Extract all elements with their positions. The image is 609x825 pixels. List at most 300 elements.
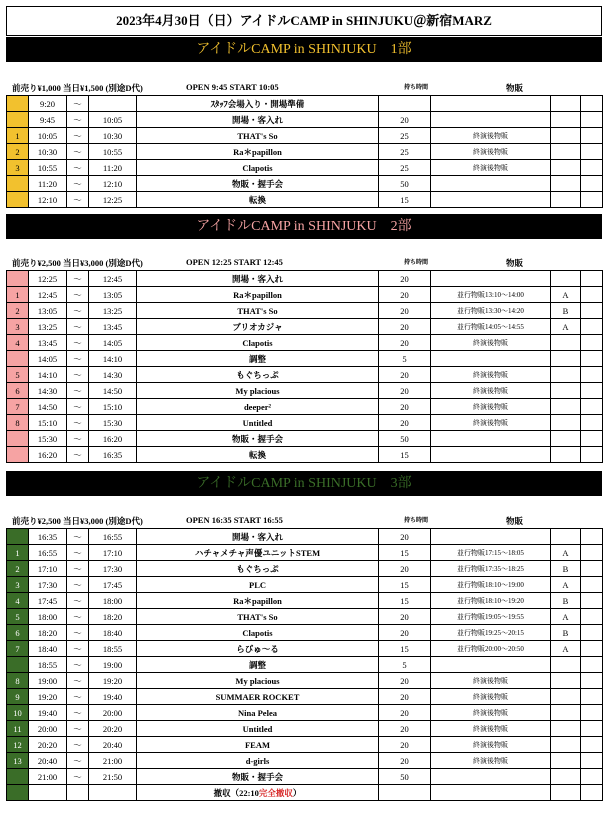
- start-time: 16:55: [29, 545, 67, 561]
- schedule-row: [7, 529, 603, 545]
- spare-cell: [581, 673, 603, 689]
- time-separator: ～: [67, 657, 89, 673]
- part-3-schedule-table: [6, 528, 603, 801]
- duration-minutes: 20: [379, 399, 431, 415]
- start-time: 10:05: [29, 128, 67, 144]
- slot-number: [7, 112, 29, 128]
- end-time: 19:40: [89, 689, 137, 705]
- performer-name: SUMMAER ROCKET: [137, 689, 379, 705]
- duration-minutes: 15: [379, 545, 431, 561]
- performer-name: 調整: [137, 657, 379, 673]
- slot-number: 2: [7, 561, 29, 577]
- performer-name: deeper²: [137, 399, 379, 415]
- part-1-banner: アイドルCAMP in SHINJUKU 1部: [6, 37, 602, 62]
- performer-name: Untitled: [137, 415, 379, 431]
- start-time: 19:20: [29, 689, 67, 705]
- schedule-row: [7, 705, 603, 721]
- empty-cell: [29, 785, 67, 801]
- slot-number: [7, 431, 29, 447]
- slot-number: [7, 529, 29, 545]
- schedule-row: [7, 673, 603, 689]
- empty-cell: [379, 785, 431, 801]
- duration-minutes: 15: [379, 447, 431, 463]
- time-separator: ～: [67, 367, 89, 383]
- slot-number: 10: [7, 705, 29, 721]
- merch-booth-mark: [551, 705, 581, 721]
- merch-info: 終演後物販: [431, 128, 551, 144]
- time-separator: ～: [67, 319, 89, 335]
- merch-info: [431, 529, 551, 545]
- merch-booth-mark: [551, 415, 581, 431]
- page-title: 2023年4月30日（日）アイドルCAMP in SHINJUKU＠新宿MARZ: [6, 6, 602, 36]
- time-separator: ～: [67, 160, 89, 176]
- start-time: 15:30: [29, 431, 67, 447]
- performer-name: ブリオカジャ: [137, 319, 379, 335]
- slot-number: 2: [7, 144, 29, 160]
- duration-minutes: 20: [379, 319, 431, 335]
- start-time: 19:00: [29, 673, 67, 689]
- spare-cell: [581, 529, 603, 545]
- slot-number: 8: [7, 673, 29, 689]
- slot-number: 4: [7, 593, 29, 609]
- spare-cell: [581, 625, 603, 641]
- time-separator: ～: [67, 673, 89, 689]
- merch-info: 終演後物販: [431, 367, 551, 383]
- part-2-price-bar: [6, 255, 602, 270]
- merch-booth-mark: [551, 335, 581, 351]
- schedule-row: [7, 303, 603, 319]
- start-time: 12:25: [29, 271, 67, 287]
- schedule-row: [7, 96, 603, 112]
- schedule-row: [7, 737, 603, 753]
- duration-minutes: 20: [379, 271, 431, 287]
- part-3-price-bar: [6, 513, 602, 528]
- merch-booth-mark: A: [551, 577, 581, 593]
- end-time: 18:40: [89, 625, 137, 641]
- merch-info: [431, 112, 551, 128]
- spare-cell: [581, 96, 603, 112]
- start-time: 9:45: [29, 112, 67, 128]
- start-time: 10:30: [29, 144, 67, 160]
- part-2-price: 前売り¥2,500 当日¥3,000 (別途D代): [12, 258, 143, 268]
- slot-number: [7, 657, 29, 673]
- duration-minutes: 50: [379, 769, 431, 785]
- time-separator: ～: [67, 287, 89, 303]
- end-time: 16:35: [89, 447, 137, 463]
- performer-name: 開場・客入れ: [137, 271, 379, 287]
- time-separator: ～: [67, 689, 89, 705]
- end-time: 14:05: [89, 335, 137, 351]
- time-separator: ～: [67, 529, 89, 545]
- spare-cell: [581, 721, 603, 737]
- duration-minutes: 20: [379, 287, 431, 303]
- performer-name: Ra＊papillon: [137, 593, 379, 609]
- end-time: 18:55: [89, 641, 137, 657]
- performer-name: Ra＊papillon: [137, 287, 379, 303]
- time-separator: ～: [67, 192, 89, 208]
- part-3-open-start: OPEN 16:35 START 16:55: [186, 515, 283, 525]
- time-separator: ～: [67, 705, 89, 721]
- duration-minutes: 20: [379, 737, 431, 753]
- performer-name: 調整: [137, 351, 379, 367]
- slot-number: [7, 447, 29, 463]
- end-time: 13:45: [89, 319, 137, 335]
- slot-number: 12: [7, 737, 29, 753]
- slot-number: 3: [7, 160, 29, 176]
- part-2-banner: アイドルCAMP in SHINJUKU 2部: [6, 214, 602, 239]
- merch-info: 並行物販20:00～20:50: [431, 641, 551, 657]
- schedule-row: [7, 593, 603, 609]
- end-time: 20:00: [89, 705, 137, 721]
- merch-booth-mark: [551, 769, 581, 785]
- duration-minutes: 50: [379, 176, 431, 192]
- time-separator: ～: [67, 609, 89, 625]
- duration-minutes: 15: [379, 641, 431, 657]
- end-time: 14:10: [89, 351, 137, 367]
- schedule-row: [7, 721, 603, 737]
- schedule-row: [7, 128, 603, 144]
- spare-cell: [581, 415, 603, 431]
- part-2-merch-header: 物販: [506, 258, 524, 268]
- merch-info: 並行物販17:15～18:05: [431, 545, 551, 561]
- start-time: 10:55: [29, 160, 67, 176]
- start-time: 18:20: [29, 625, 67, 641]
- closing-row: [7, 785, 603, 801]
- merch-info: 並行物販17:35～18:25: [431, 561, 551, 577]
- performer-name: 転換: [137, 192, 379, 208]
- merch-booth-mark: [551, 737, 581, 753]
- merch-info: 終演後物販: [431, 753, 551, 769]
- duration-minutes: [379, 96, 431, 112]
- start-time: 12:45: [29, 287, 67, 303]
- end-time: 17:45: [89, 577, 137, 593]
- end-time: 17:10: [89, 545, 137, 561]
- performer-name: ハチャメチャ声優ユニットSTEM: [137, 545, 379, 561]
- merch-info: [431, 657, 551, 673]
- performer-name: Clapotis: [137, 160, 379, 176]
- schedule-row: [7, 367, 603, 383]
- end-time: 10:05: [89, 112, 137, 128]
- start-time: 18:00: [29, 609, 67, 625]
- duration-minutes: 20: [379, 721, 431, 737]
- slot-number: 1: [7, 128, 29, 144]
- schedule-row: [7, 351, 603, 367]
- time-separator: ～: [67, 383, 89, 399]
- time-separator: ～: [67, 144, 89, 160]
- start-time: 13:45: [29, 335, 67, 351]
- merch-info: [431, 96, 551, 112]
- schedule-row: [7, 112, 603, 128]
- start-time: 19:40: [29, 705, 67, 721]
- schedule-row: [7, 609, 603, 625]
- duration-minutes: 20: [379, 753, 431, 769]
- teardown-highlight: 完全撤収: [258, 787, 293, 798]
- merch-booth-mark: B: [551, 593, 581, 609]
- merch-booth-mark: [551, 144, 581, 160]
- part-2-duration-header: 持ち時間: [404, 260, 429, 266]
- spare-cell: [581, 447, 603, 463]
- end-time: 21:50: [89, 769, 137, 785]
- end-time: 14:30: [89, 367, 137, 383]
- duration-minutes: 20: [379, 609, 431, 625]
- performer-name: 開場・客入れ: [137, 112, 379, 128]
- end-time: 19:00: [89, 657, 137, 673]
- duration-minutes: 20: [379, 689, 431, 705]
- duration-minutes: 20: [379, 112, 431, 128]
- merch-info: 終演後物販: [431, 673, 551, 689]
- performer-name: Untitled: [137, 721, 379, 737]
- duration-minutes: 20: [379, 561, 431, 577]
- end-time: 12:45: [89, 271, 137, 287]
- merch-booth-mark: [551, 271, 581, 287]
- time-separator: ～: [67, 561, 89, 577]
- merch-info: [431, 192, 551, 208]
- start-time: 13:05: [29, 303, 67, 319]
- spare-cell: [581, 399, 603, 415]
- schedule-row: [7, 753, 603, 769]
- merch-booth-mark: [551, 351, 581, 367]
- merch-booth-mark: [551, 176, 581, 192]
- performer-name: 開場・客入れ: [137, 529, 379, 545]
- start-time: 17:30: [29, 577, 67, 593]
- part-3-duration-header: 持ち時間: [404, 518, 429, 524]
- part-3-merch-header: 物販: [506, 516, 524, 526]
- merch-booth-mark: [551, 721, 581, 737]
- schedule-row: [7, 271, 603, 287]
- spare-cell: [581, 335, 603, 351]
- teardown-suffix: ）: [292, 787, 302, 798]
- schedule-row: [7, 383, 603, 399]
- performer-name: THAT's So: [137, 303, 379, 319]
- spare-cell: [581, 769, 603, 785]
- performer-name: 転換: [137, 447, 379, 463]
- start-time: 15:10: [29, 415, 67, 431]
- part-1-duration-header: 持ち時間: [404, 85, 429, 91]
- slot-number: 1: [7, 287, 29, 303]
- merch-booth-mark: [551, 112, 581, 128]
- slot-number: 2: [7, 303, 29, 319]
- start-time: 20:00: [29, 721, 67, 737]
- schedule-row: [7, 447, 603, 463]
- spare-cell: [581, 561, 603, 577]
- duration-minutes: 20: [379, 383, 431, 399]
- performer-name: THAT's So: [137, 128, 379, 144]
- merch-booth-mark: [551, 96, 581, 112]
- slot-number: 13: [7, 753, 29, 769]
- slot-number: 7: [7, 641, 29, 657]
- schedule-row: [7, 415, 603, 431]
- time-separator: ～: [67, 96, 89, 112]
- end-time: 21:00: [89, 753, 137, 769]
- part-1-open-start: OPEN 9:45 START 10:05: [186, 82, 279, 92]
- merch-booth-mark: [551, 431, 581, 447]
- empty-cell: [67, 785, 89, 801]
- merch-booth-mark: [551, 128, 581, 144]
- schedule-row: [7, 287, 603, 303]
- merch-info: 終演後物販: [431, 705, 551, 721]
- performer-name: 物販・握手会: [137, 176, 379, 192]
- merch-info: 終演後物販: [431, 144, 551, 160]
- time-separator: ～: [67, 769, 89, 785]
- start-time: 20:40: [29, 753, 67, 769]
- duration-minutes: 20: [379, 335, 431, 351]
- merch-info: 並行物販19:05～19:55: [431, 609, 551, 625]
- spare-cell: [581, 657, 603, 673]
- slot-number: 3: [7, 577, 29, 593]
- duration-minutes: 20: [379, 529, 431, 545]
- merch-info: 並行物販18:10～19:20: [431, 593, 551, 609]
- performer-name: 物販・握手会: [137, 769, 379, 785]
- part-2-schedule-table: [6, 270, 603, 463]
- start-time: 14:10: [29, 367, 67, 383]
- merch-booth-mark: [551, 383, 581, 399]
- merch-info: [431, 769, 551, 785]
- performer-name: もぐちっぷ: [137, 561, 379, 577]
- slot-number: [7, 769, 29, 785]
- merch-booth-mark: [551, 657, 581, 673]
- start-time: 17:10: [29, 561, 67, 577]
- merch-info: [431, 447, 551, 463]
- slot-number: [7, 785, 29, 801]
- merch-info: 並行物販19:25～20:15: [431, 625, 551, 641]
- merch-info: 並行物販13:10～14:00: [431, 287, 551, 303]
- end-time: 19:20: [89, 673, 137, 689]
- slot-number: 6: [7, 383, 29, 399]
- start-time: 18:40: [29, 641, 67, 657]
- time-separator: ～: [67, 399, 89, 415]
- merch-info: 終演後物販: [431, 689, 551, 705]
- end-time: 18:00: [89, 593, 137, 609]
- spare-cell: [581, 577, 603, 593]
- schedule-row: [7, 657, 603, 673]
- time-separator: ～: [67, 271, 89, 287]
- start-time: 14:05: [29, 351, 67, 367]
- spare-cell: [581, 351, 603, 367]
- schedule-row: [7, 335, 603, 351]
- duration-minutes: 25: [379, 144, 431, 160]
- duration-minutes: 15: [379, 192, 431, 208]
- duration-minutes: 5: [379, 351, 431, 367]
- performer-name: ｽﾀｯﾌ会場入り・開場準備: [137, 96, 379, 112]
- schedule-row: [7, 319, 603, 335]
- schedule-row: [7, 160, 603, 176]
- slot-number: 5: [7, 609, 29, 625]
- slot-number: [7, 192, 29, 208]
- teardown-note: [137, 785, 379, 801]
- time-separator: ～: [67, 577, 89, 593]
- merch-info: [431, 176, 551, 192]
- end-time: 10:30: [89, 128, 137, 144]
- performer-name: Ra＊papillon: [137, 144, 379, 160]
- spare-cell: [581, 160, 603, 176]
- duration-minutes: 20: [379, 673, 431, 689]
- duration-minutes: 15: [379, 577, 431, 593]
- spare-cell: [581, 287, 603, 303]
- merch-booth-mark: [551, 447, 581, 463]
- end-time: 16:55: [89, 529, 137, 545]
- merch-info: 終演後物販: [431, 160, 551, 176]
- time-separator: ～: [67, 351, 89, 367]
- merch-booth-mark: [551, 753, 581, 769]
- slot-number: [7, 351, 29, 367]
- end-time: 13:25: [89, 303, 137, 319]
- end-time: 16:20: [89, 431, 137, 447]
- performer-name: My placious: [137, 673, 379, 689]
- merch-booth-mark: A: [551, 319, 581, 335]
- part-3-banner: アイドルCAMP in SHINJUKU 3部: [6, 471, 602, 496]
- time-separator: ～: [67, 737, 89, 753]
- slot-number: 1: [7, 545, 29, 561]
- performer-name: FEAM: [137, 737, 379, 753]
- end-time: 15:10: [89, 399, 137, 415]
- merch-info: 終演後物販: [431, 399, 551, 415]
- spare-cell: [581, 367, 603, 383]
- performer-name: THAT's So: [137, 609, 379, 625]
- merch-info: 終演後物販: [431, 383, 551, 399]
- duration-minutes: 20: [379, 367, 431, 383]
- slot-number: 4: [7, 335, 29, 351]
- slot-number: 11: [7, 721, 29, 737]
- empty-cell: [551, 785, 581, 801]
- duration-minutes: 20: [379, 303, 431, 319]
- merch-booth-mark: B: [551, 303, 581, 319]
- schedule-row: [7, 689, 603, 705]
- merch-booth-mark: A: [551, 287, 581, 303]
- spare-cell: [581, 192, 603, 208]
- merch-booth-mark: A: [551, 609, 581, 625]
- start-time: 17:45: [29, 593, 67, 609]
- time-separator: ～: [67, 335, 89, 351]
- spare-cell: [581, 319, 603, 335]
- merch-booth-mark: [551, 160, 581, 176]
- end-time: 20:20: [89, 721, 137, 737]
- time-separator: ～: [67, 431, 89, 447]
- part-1-price-bar: [6, 80, 602, 95]
- duration-minutes: 25: [379, 128, 431, 144]
- schedule-row: [7, 561, 603, 577]
- time-separator: ～: [67, 641, 89, 657]
- merch-booth-mark: [551, 399, 581, 415]
- spare-cell: [581, 753, 603, 769]
- spare-cell: [581, 593, 603, 609]
- performer-name: もぐちっぷ: [137, 367, 379, 383]
- slot-number: [7, 96, 29, 112]
- performer-name: My placious: [137, 383, 379, 399]
- time-separator: ～: [67, 128, 89, 144]
- slot-number: 5: [7, 367, 29, 383]
- duration-minutes: 20: [379, 625, 431, 641]
- spare-cell: [581, 705, 603, 721]
- performer-name: らびゅ～る: [137, 641, 379, 657]
- schedule-row: [7, 769, 603, 785]
- merch-booth-mark: [551, 529, 581, 545]
- schedule-row: [7, 192, 603, 208]
- schedule-row: [7, 545, 603, 561]
- slot-number: [7, 271, 29, 287]
- end-time: 11:20: [89, 160, 137, 176]
- time-separator: ～: [67, 447, 89, 463]
- merch-info: 並行物販13:30～14:20: [431, 303, 551, 319]
- start-time: 16:35: [29, 529, 67, 545]
- part-1-merch-header: 物販: [506, 83, 524, 93]
- performer-name: Clapotis: [137, 625, 379, 641]
- duration-minutes: 5: [379, 657, 431, 673]
- merch-booth-mark: [551, 673, 581, 689]
- spare-cell: [581, 176, 603, 192]
- spare-cell: [581, 545, 603, 561]
- merch-booth-mark: A: [551, 641, 581, 657]
- start-time: 20:20: [29, 737, 67, 753]
